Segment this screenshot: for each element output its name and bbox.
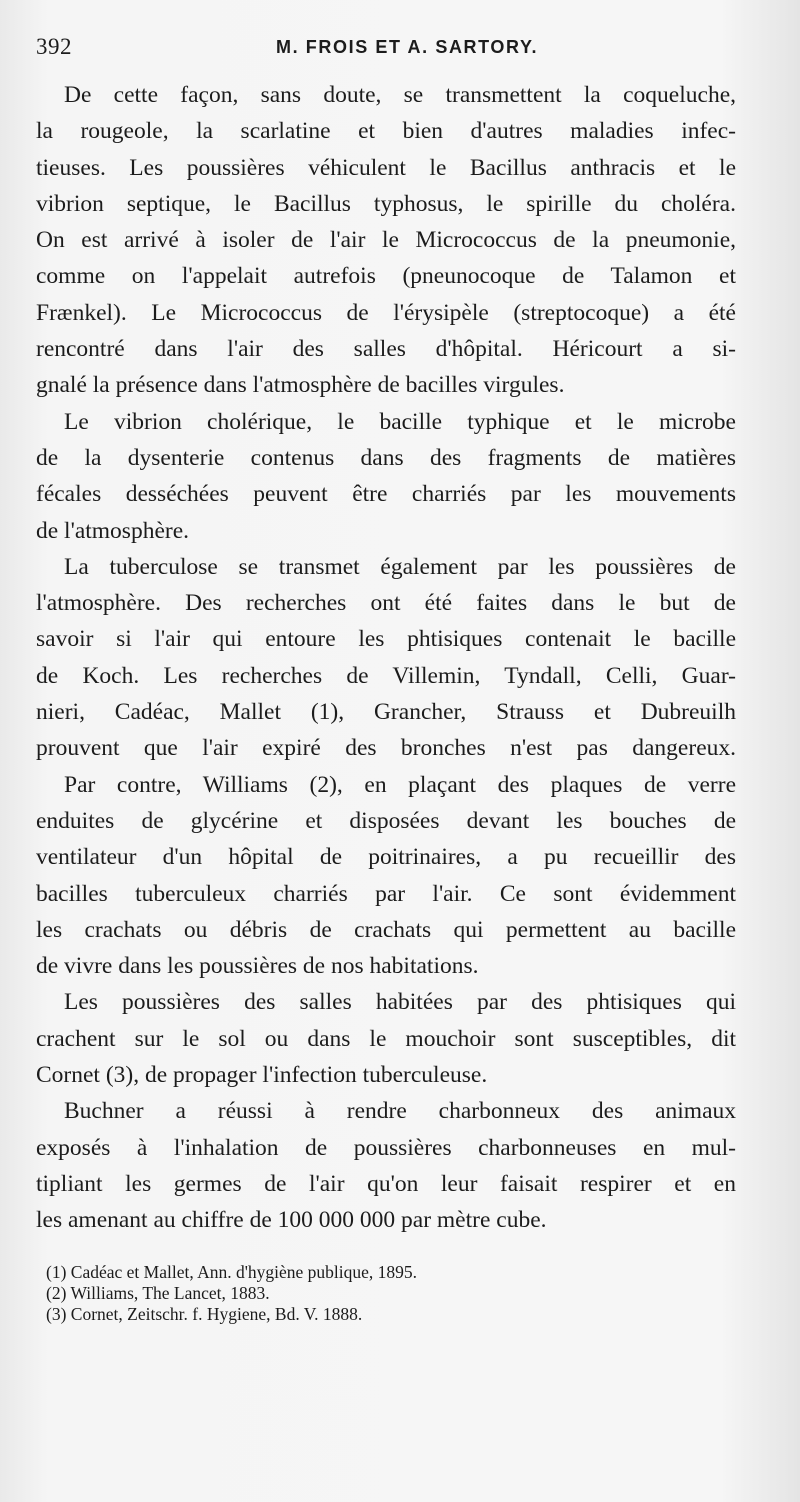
text-line: bacilles tuberculeux charriés par l'air. Ce sont évidemment [36,880,736,907]
page-header [36,34,766,64]
text-line: les amenant au chiffre de 100 000 000 par mètre cube. [36,1207,547,1234]
text-line: Cornet (3), de propager l'infection tuberculeuse. [36,1062,488,1089]
text-line: fécales desséchées peuvent être charriés par les mouvements [36,481,736,508]
text-line: de vivre dans les poussières de nos habitations. [36,953,479,980]
text-line: nieri, Cadéac, Mallet (1), Grancher, Strauss et Dubreuilh [36,699,736,726]
text-line: l'atmosphère. Des recherches ont été faites dans le but de [36,590,736,617]
text-line: Le vibrion cholérique, le bacille typhique et le microbe [64,408,736,435]
text-line: Frænkel). Le Micrococcus de l'érysipèle (streptocoque) a été [36,299,736,326]
text-line: rencontré dans l'air des salles d'hôpital. Héricourt a si- [36,336,736,363]
text-line: Par contre, Williams (2), en plaçant des plaques de verre [64,771,736,798]
footnote: (1) Cadéac et Mallet, Ann. d'hygiène publique, 1895. [46,1262,418,1282]
text-line: les crachats ou débris de crachats qui permettent au bacille [36,916,736,943]
text-line: gnalé la présence dans l'atmosphère de bacilles virgules. [36,372,565,399]
page-number: 392 [36,34,72,59]
text-line: De cette façon, sans doute, se transmettent la coqueluche, [64,82,736,108]
text-line: Les poussières des salles habitées par des phtisiques qui [64,989,736,1016]
footnotes [46,1262,606,1325]
text-line: savoir si l'air qui entoure les phtisiques contenait le bacille [36,626,736,653]
text-line: prouvent que l'air expiré des bronches n'est pas dangereux. [36,735,736,762]
text-line: exposés à l'inhalation de poussières charbonneuses en mul- [36,1134,736,1161]
text-line: enduites de glycérine et disposées devant les bouches de [36,807,736,834]
text-line: de l'atmosphère. [36,517,190,544]
text-line: comme on l'appelait autrefois (pneunocoque de Talamon et [36,263,736,290]
text-line: de Koch. Les recherches de Villemin, Tyndall, Celli, Guar- [36,662,736,689]
text-line: vibrion septique, le Bacillus typhosus, le spirille du choléra. [36,190,736,217]
footnote: (2) Williams, The Lancet, 1883. [46,1283,270,1303]
text-line: crachent sur le sol ou dans le mouchoir sont susceptibles, dit [36,1025,736,1052]
footnote: (3) Cornet, Zeitschr. f. Hygiene, Bd. V. 1888. [46,1304,363,1324]
text-line: La tuberculose se transmet également par les poussières de [64,553,736,580]
text-line: Buchner a réussi à rendre charbonneux des animaux [64,1098,736,1125]
text-line: de la dysenterie contenus dans des fragments de matières [36,444,736,471]
running-head: M. FROIS ET A. SARTORY. [276,37,539,57]
text-line: la rougeole, la scarlatine et bien d'autres maladies infec- [36,118,736,145]
text-line: tipliant les germes de l'air qu'on leur faisait respirer et en [36,1170,736,1197]
text-line: tieuses. Les poussières véhiculent le Bacillus anthracis et le [36,154,736,181]
text-line: On est arrivé à isoler de l'air le Micrococcus de la pneumonie, [36,227,736,254]
text-line: ventilateur d'un hôpital de poitrinaires, a pu recueillir des [36,844,736,871]
body-text [36,77,736,1239]
